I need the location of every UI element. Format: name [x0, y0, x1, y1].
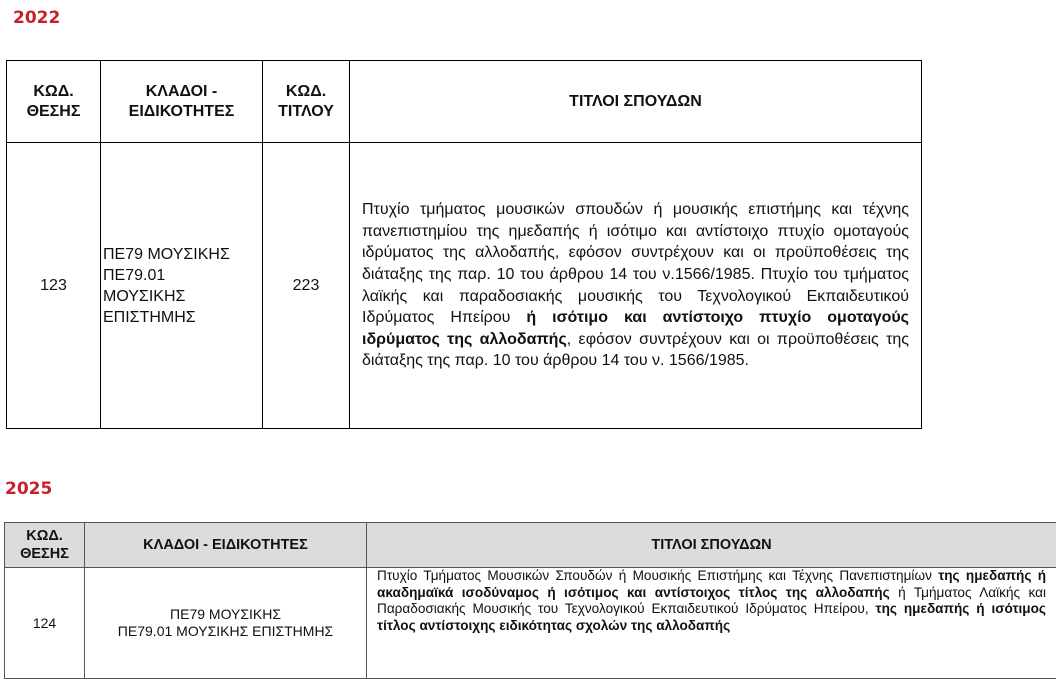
table-2022-header-row — [7, 61, 922, 143]
header-position-code-line1: ΚΩΔ. — [5, 527, 84, 545]
table-row — [5, 568, 1056, 679]
branch-cell — [101, 143, 263, 429]
header-title-code-line2: ΤΙΤΛΟΥ — [263, 102, 349, 122]
study-titles-bold-text: ή ισότιμο και αντίστοιχο πτυχίο ομοταγούς ιδρύματος της αλλοδαπής — [362, 309, 909, 348]
header-branches-line1: ΚΛΑΔΟΙ - — [101, 82, 262, 102]
header-position-code — [5, 523, 85, 568]
header-title-code — [263, 61, 350, 143]
branch-line: ΕΠΙΣΤΗΜΗΣ — [103, 307, 262, 328]
header-branches — [101, 61, 263, 143]
branch-line: ΠΕ79 ΜΟΥΣΙΚΗΣ — [103, 244, 262, 265]
study-titles-text: Πτυχίο Τμήματος Μουσικών Σπουδών ή Μουσικής Επιστήμης και Τέχνης Πανεπιστημίων — [377, 568, 932, 583]
year-heading-2022: 2022 — [13, 8, 60, 28]
header-branches: ΚΛΑΔΟΙ - ΕΙΔΙΚΟΤΗΤΕΣ — [85, 523, 367, 568]
year-heading-2025: 2025 — [5, 479, 52, 499]
table-row — [7, 143, 922, 429]
branch-line: ΠΕ79.01 ΜΟΥΣΙΚΗΣ ΕΠΙΣΤΗΜΗΣ — [85, 623, 366, 640]
branch-line: ΠΕ79.01 — [103, 265, 262, 286]
header-branches-line2: ΕΙΔΙΚΟΤΗΤΕΣ — [101, 102, 262, 122]
table-2025-header-row — [5, 523, 1056, 568]
header-study-titles: ΤΙΤΛΟΙ ΣΠΟΥΔΩΝ — [367, 523, 1056, 568]
branch-cell — [85, 568, 367, 679]
study-titles-cell — [350, 143, 922, 429]
header-study-titles: ΤΙΤΛΟΙ ΣΠΟΥΔΩΝ — [350, 61, 922, 143]
header-title-code-line1: ΚΩΔ. — [263, 82, 349, 102]
title-code-cell: 223 — [263, 143, 350, 429]
table-2025 — [4, 522, 1056, 679]
study-titles-text: Πτυχίο τμήματος μουσικών σπουδών ή μουσικής επιστήμης και τέχνης πανεπιστημίου της ημεδαπής ή ισότιμο και αντίστοιχο πτυχίο ομοταγούς ιδρύματος της αλλοδαπής, εφόσον συντρέχουν και οι προϋποθέσεις της διάταξης της παρ. 10 του άρθρου 14 του ν.1566/1985. Πτυχίο του τμήματος λαϊκής και παραδοσιακής μουσικής του Τεχνολογικού Εκπαιδευτικού Ιδρύματος Ηπείρου — [362, 201, 909, 326]
study-titles-text-end: , εφόσον συντρέχουν και οι προϋποθέσεις της διάταξης της παρ. 10 του άρθρου 14 του ν. 1566/1985. — [362, 331, 909, 370]
header-position-code-line2: ΘΕΣΗΣ — [5, 545, 84, 563]
header-position-code — [7, 61, 101, 143]
branch-line: ΜΟΥΣΙΚΗΣ — [103, 286, 262, 307]
position-code-cell: 123 — [7, 143, 101, 429]
header-position-code-line1: ΚΩΔ. — [7, 82, 100, 102]
header-position-code-line2: ΘΕΣΗΣ — [7, 102, 100, 122]
study-titles-bold-text: της ημεδαπής ή ισότιμος τίτλος αντίστοιχης ειδικότητας σχολών της αλλοδαπής — [377, 601, 1046, 633]
study-titles-text: ή Τμήματος Λαϊκής και Παραδοσιακής Μουσικής του Τεχνολογικού Εκπαιδευτικού Ιδρύματος Ηπείρου, — [377, 585, 1046, 617]
position-code-cell: 124 — [5, 568, 85, 679]
branch-line: ΠΕ79 ΜΟΥΣΙΚΗΣ — [85, 606, 366, 623]
study-titles-cell — [367, 568, 1056, 679]
study-titles-bold-text: της ημεδαπής ή ακαδημαϊκά ισοδύναμος ή ισότιμος και αντίστοιχος τίτλος της αλλοδαπής — [377, 568, 1046, 600]
table-2022 — [6, 60, 922, 429]
